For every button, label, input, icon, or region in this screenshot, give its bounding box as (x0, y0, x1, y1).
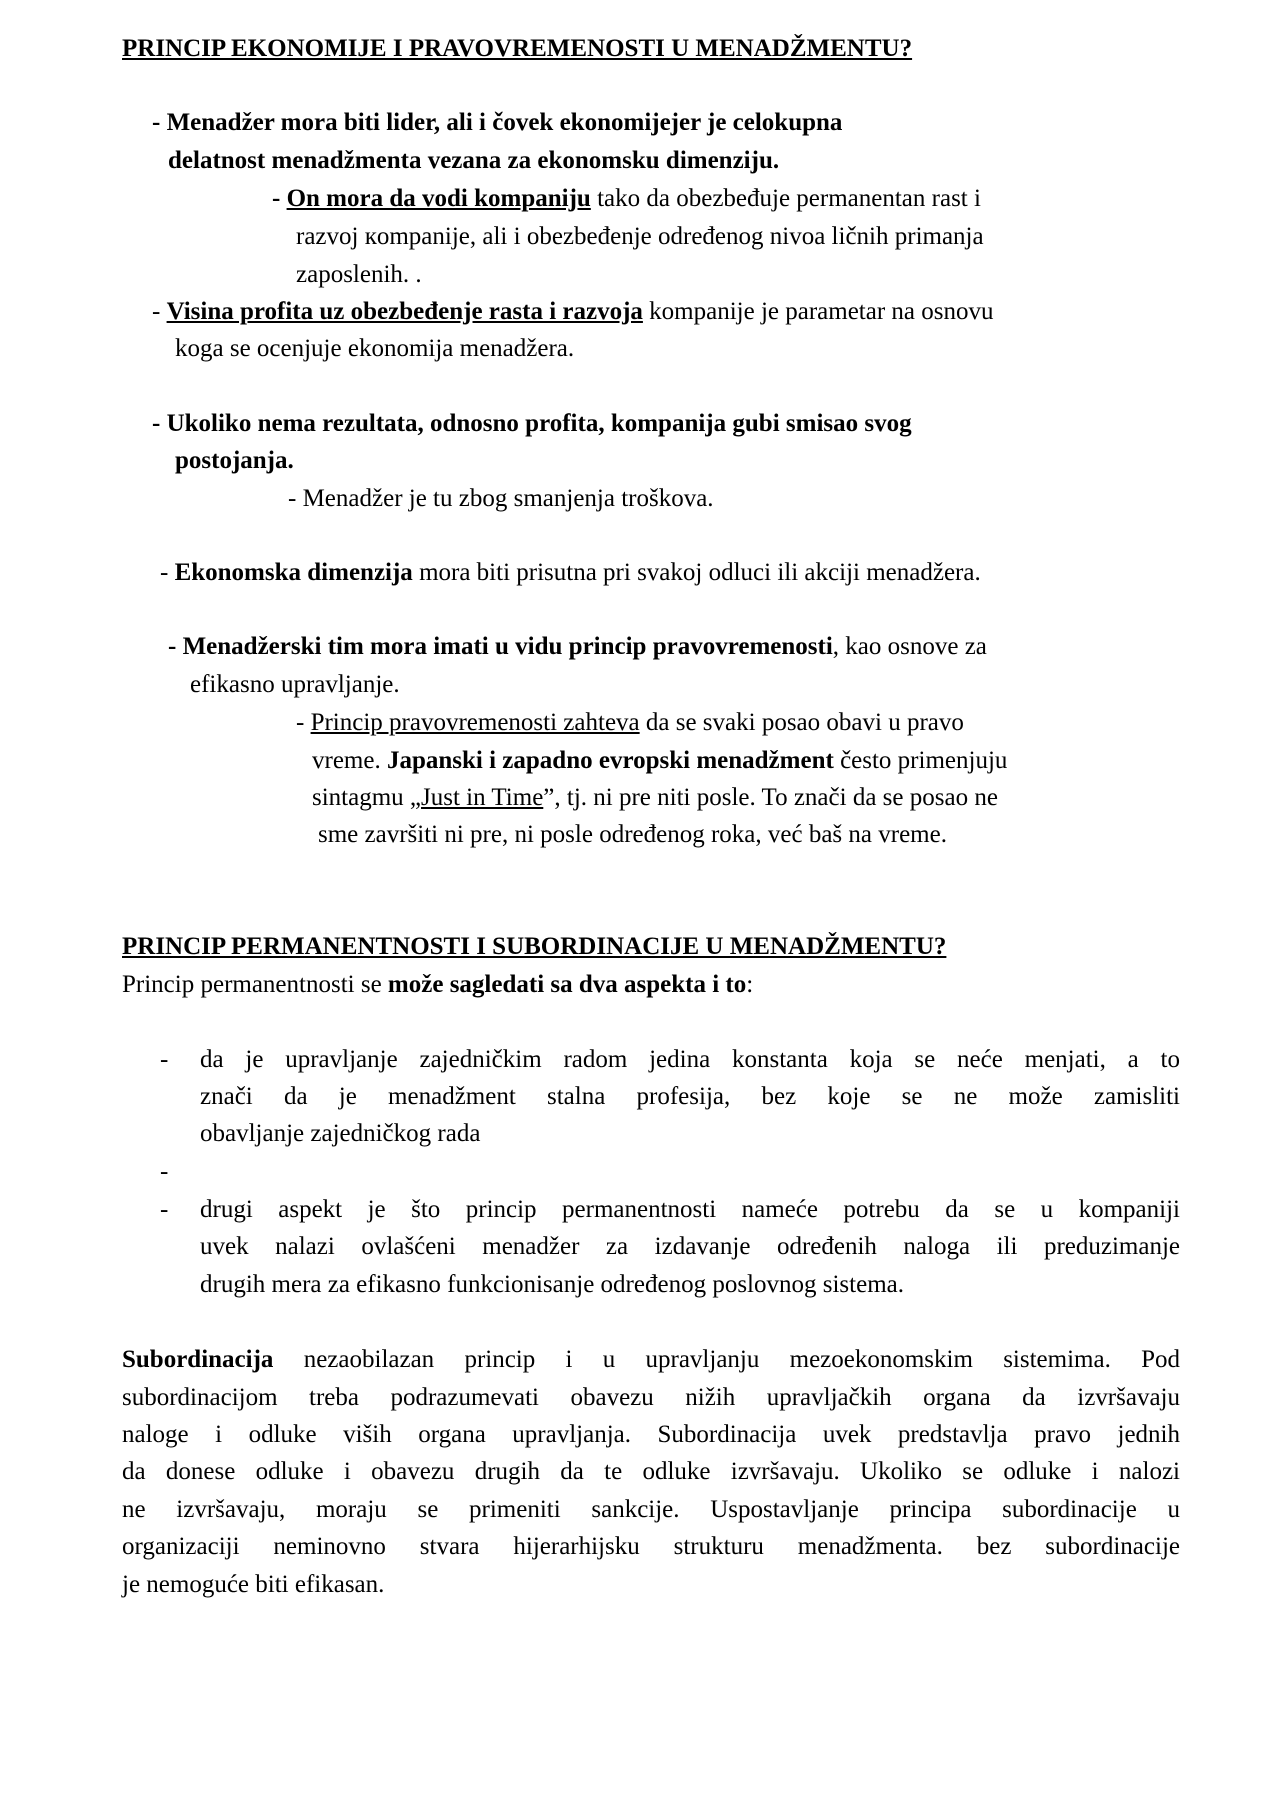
dash: - (152, 298, 167, 325)
para-results-line2: postojanja. (175, 447, 294, 474)
para-company-line1 (272, 184, 981, 214)
underlined-phrase: On mora da vodi kompaniju (286, 185, 591, 212)
bold-phrase: može sagledati sa dva aspekta i to (387, 971, 747, 998)
subordination-line5: ne izvršavaju, moraju se primeniti sankcije. Uspostavljanje principa subordinacije u (122, 1496, 1180, 1523)
bullet-1-line3: obavljanje zajedničkog rada (200, 1120, 481, 1147)
para-text: : (746, 971, 754, 998)
para-profit-line1 (152, 297, 994, 327)
para-leader-line1 (152, 108, 842, 138)
para-results-line1 (152, 409, 912, 439)
subordination-line1 (122, 1345, 1180, 1375)
dash: - (152, 109, 167, 136)
bold-phrase: Subordinacija (122, 1346, 274, 1373)
para-text: često primenjuju (833, 747, 1008, 774)
dash: - (272, 185, 287, 212)
para-timeliness-line1 (296, 708, 964, 738)
bullet-marker: - (160, 1196, 169, 1223)
para-text: nezaobilazan princip i u upravljanju mezoekonomskim sistemima. Pod (273, 1346, 1180, 1373)
bullet-marker: - (160, 1046, 169, 1073)
para-text: sintagmu „ (312, 784, 422, 811)
para-company-line3: zaposlenih. . (296, 261, 422, 288)
bold-phrase: Menadžerski tim mora imati u vidu princip pravovremenosti (182, 633, 833, 660)
para-team-line2: efikasno upravljanje. (190, 671, 400, 698)
para-text: Ukoliko nema rezultata, odnosno profita, kompanija gubi smisao svog (166, 410, 912, 437)
para-timeliness-line2 (312, 746, 1007, 776)
section1-heading: PRINCIP EKONOMIJE I PRAVOVREMENOSTI U MENADŽMENTU? (122, 35, 913, 62)
dash: - (168, 633, 183, 660)
subordination-line6: organizaciji neminovno stvara hijerarhijsku strukturu menadžmenta. bez subordinacije (122, 1533, 1180, 1560)
para-leader-line2: delatnost menadžmenta vezana za ekonomsku dimenziju. (168, 147, 780, 174)
para-text: Menadžer mora biti lider, ali i čovek ekonomijejer je celokupna (166, 109, 843, 136)
dash: - (160, 559, 175, 586)
section2-heading: PRINCIP PERMANENTNOSTI I SUBORDINACIJE U MENADŽMENTU? (122, 933, 947, 960)
underlined-phrase: Princip pravovremenosti zahteva (310, 709, 640, 736)
para-text: Princip permanentnosti se (122, 971, 388, 998)
para-text: ”, tj. ni pre niti posle. To znači da se posao ne (543, 784, 998, 811)
subordination-line2: subordinacijom treba podrazumevati obavezu nižih upravljačkih organa da izvršavaju (122, 1384, 1180, 1411)
para-timeliness-line4: sme završiti ni pre, ni posle određenog roka, već baš na vreme. (318, 821, 947, 848)
subordination-line3: naloge i odluke viših organa upravljanja. Subordinacija uvek predstavlja pravo jednih (122, 1421, 1180, 1448)
bullet-marker: - (160, 1158, 169, 1185)
para-costs: - Menadžer je tu zbog smanjenja troškova. (288, 485, 714, 512)
para-text: da se svaki posao obavi u pravo (639, 709, 964, 736)
bullet-1-line2: znači da je menadžment stalna profesija, bez koje se ne može zamisliti (200, 1083, 1180, 1110)
bold-phrase: Ekonomska dimenzija (174, 559, 413, 586)
dash: - (296, 709, 311, 736)
underlined-phrase: Visina profita uz obezbeđenje rasta i razvoja (166, 298, 643, 325)
bold-phrase: Japanski i zapadno evropski menadžment (386, 747, 834, 774)
para-text: kompanije je parametar na osnovu (642, 298, 994, 325)
para-profit-line2: koga se ocenjuje ekonomija menadžera. (175, 335, 575, 362)
para-text: , kao osnove za (832, 633, 987, 660)
para-text: mora biti prisutna pri svakoj odluci ili akciji menadžera. (412, 559, 981, 586)
dash: - (152, 410, 167, 437)
para-timeliness-line3 (312, 783, 998, 813)
subordination-line4: da donese odluke i obavezu drugih da te odluke izvršavaju. Ukoliko se odluke i nalozi (122, 1458, 1180, 1485)
para-team-line1 (168, 632, 987, 662)
para-company-line2: razvoj кompanije, ali i obezbeđenje određenog nivoa ličnih primanja (296, 223, 984, 250)
underlined-phrase: Just in Time (421, 784, 544, 811)
para-text: tako da obezbeđuje permanentan rast i (590, 185, 981, 212)
bullet-1-line1: da je upravljanje zajedničkim radom jedina konstanta koja se neće menjati, a to (200, 1046, 1180, 1073)
para-economic-dimension (160, 558, 981, 588)
bullet-2-line2: uvek nalazi ovlašćeni menadžer za izdavanje određenih naloga ili preduzimanje (200, 1233, 1180, 1260)
subordination-line7: je nemoguće biti efikasan. (122, 1571, 385, 1598)
para-text: vreme. (312, 747, 387, 774)
section2-intro (122, 970, 753, 1000)
bullet-2-line3: drugih mera za efikasno funkcionisanje određenog poslovnog sistema. (200, 1271, 904, 1298)
bullet-2-line1: drugi aspekt je što princip permanentnosti nameće potrebu da se u kompaniji (200, 1196, 1180, 1223)
